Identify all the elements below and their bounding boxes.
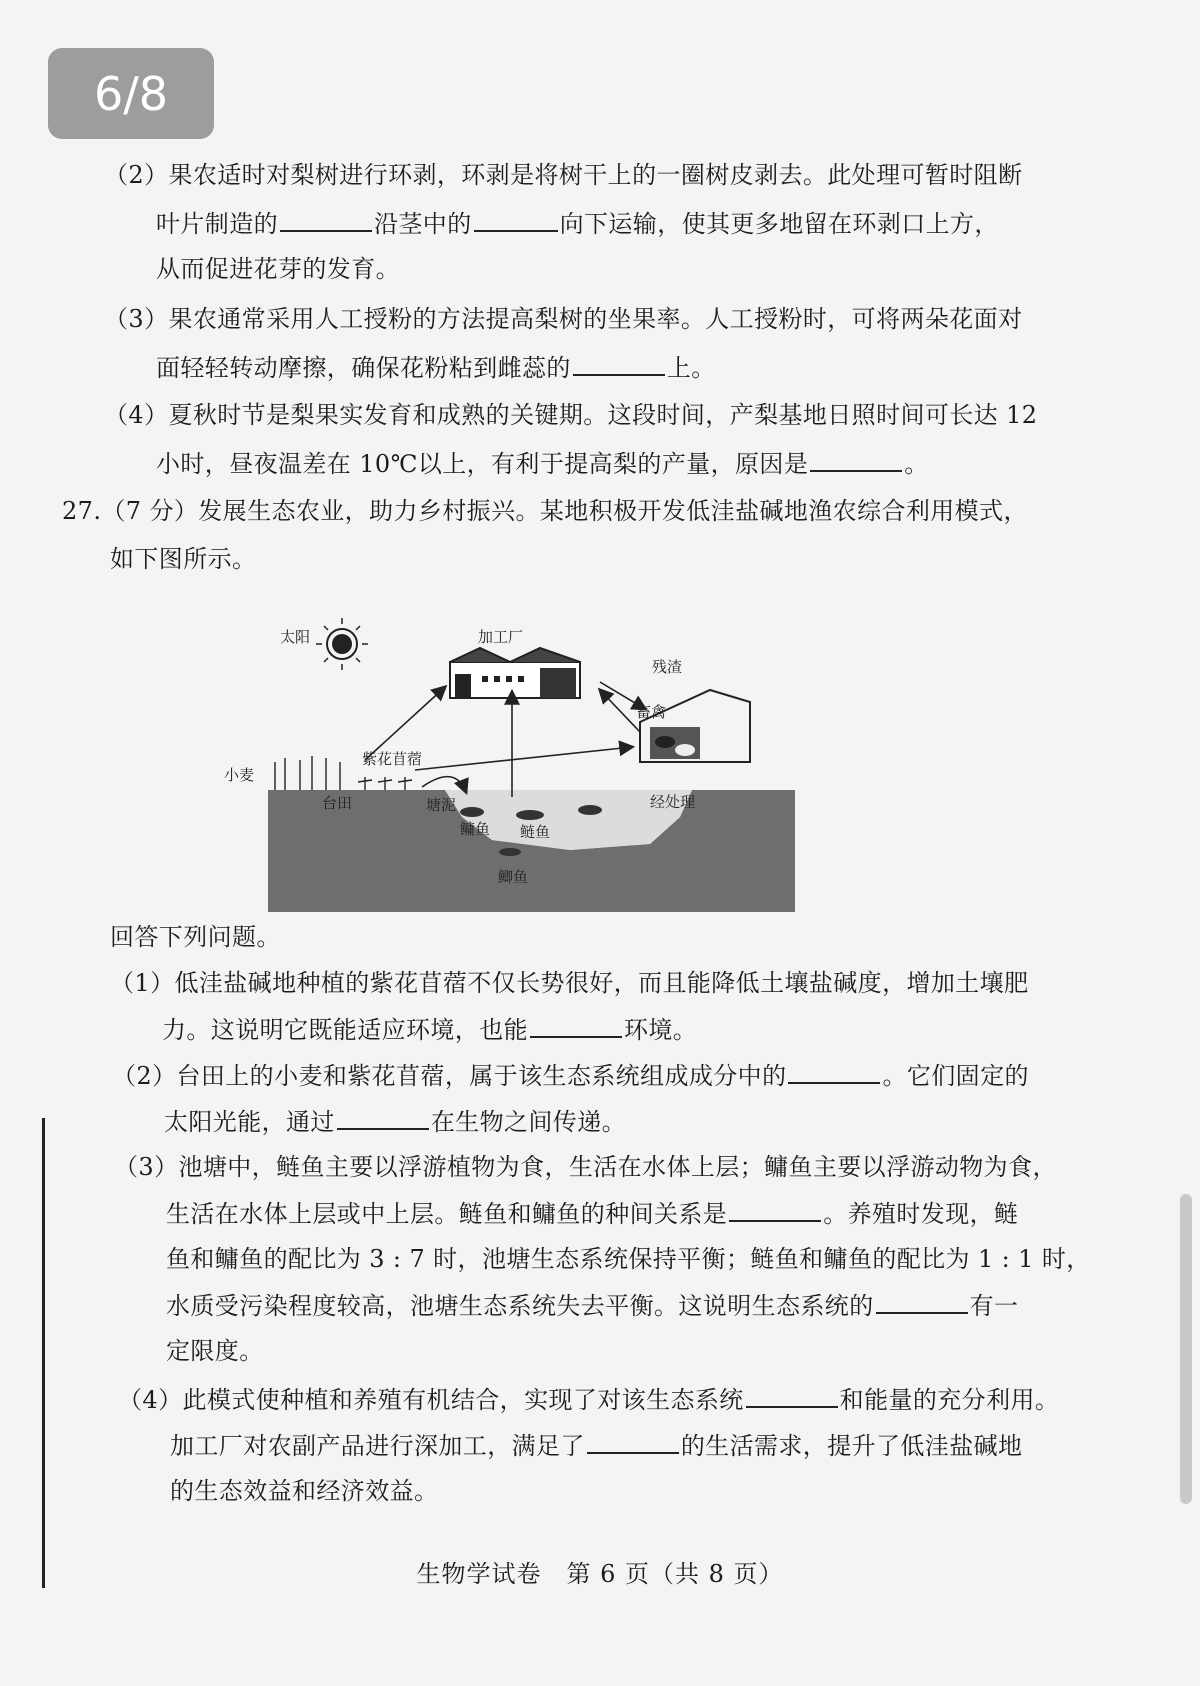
q27-part4-line2 — [170, 1430, 1022, 1461]
terrace-label: 台田 — [322, 794, 353, 812]
page-indicator-badge: 6/8 — [48, 48, 214, 139]
q26-part3-line2 — [156, 352, 716, 383]
answer-blank[interactable] — [530, 1014, 622, 1038]
text: 。 — [904, 450, 929, 478]
page-edge-shadow — [42, 1118, 45, 1588]
answer-blank[interactable] — [474, 208, 558, 232]
answer-blank[interactable] — [788, 1060, 880, 1084]
answer-blank[interactable] — [729, 1198, 821, 1222]
sun-label: 太阳 — [280, 628, 311, 646]
wheat-plants-icon — [275, 756, 340, 790]
q27-part2-line1 — [112, 1060, 1029, 1091]
text: 沿茎中的 — [374, 210, 472, 238]
text: 叶片制造的 — [156, 210, 278, 238]
eco-agriculture-diagram — [224, 612, 810, 917]
alfalfa-label: 紫花苜蓿 — [362, 750, 423, 768]
q27-part1-line1: （1）低洼盐碱地种植的紫花苜蓿不仅长势很好，而且能降低土壤盐碱度，增加土壤肥 — [110, 969, 1029, 997]
q27-part2-line2 — [164, 1106, 626, 1137]
text: 水质受污染程度较高，池塘生态系统失去平衡。这说明生态系统的 — [166, 1292, 874, 1320]
q26-part4-line2 — [156, 448, 929, 479]
q27-part3-line5: 定限度。 — [166, 1337, 264, 1365]
text: 生活在水体上层或中上层。鲢鱼和鳙鱼的种间关系是 — [166, 1200, 728, 1228]
factory-label: 加工厂 — [478, 628, 524, 646]
text: 上。 — [666, 354, 716, 382]
text: 加工厂对农副产品进行深加工，满足了 — [170, 1432, 585, 1460]
q26-part2-line3: 从而促进花芽的发育。 — [156, 255, 400, 283]
alfalfa-plants-icon — [358, 777, 412, 790]
silver-carp-label: 鲢鱼 — [520, 823, 551, 841]
livestock-label: 畜禽 — [636, 703, 667, 721]
text: （2）台田上的小麦和紫花苜蓿，属于该生态系统组成成分中的 — [112, 1062, 787, 1090]
answer-blank[interactable] — [337, 1106, 429, 1130]
q27-prompt: 回答下列问题。 — [110, 923, 281, 951]
q27-part3-line3: 鱼和鳙鱼的配比为 3 : 7 时，池塘生态系统保持平衡；鲢鱼和鳙鱼的配比为 1 : 1 时， — [166, 1245, 1091, 1273]
q27-part3-line2 — [166, 1198, 1018, 1229]
text: 。它们固定的 — [882, 1062, 1029, 1090]
crucian-carp-label: 鲫鱼 — [498, 868, 529, 886]
text: 有一 — [969, 1292, 1019, 1320]
q27-part1-line2 — [162, 1014, 697, 1045]
text: 在生物之间传递。 — [430, 1108, 627, 1136]
page-footer: 生物学试卷 第 6 页（共 8 页） — [416, 1560, 784, 1588]
text: 向下运输，使其更多地留在环剥口上方， — [559, 210, 999, 238]
text: 。养殖时发现，鲢 — [823, 1200, 1019, 1228]
answer-blank[interactable] — [587, 1430, 679, 1454]
q27-part4-line3: 的生态效益和经济效益。 — [170, 1477, 439, 1505]
scrollbar-thumb[interactable] — [1180, 1194, 1192, 1504]
q27-part3-line4 — [166, 1290, 1018, 1321]
bighead-carp-label: 鳙鱼 — [460, 820, 491, 838]
q26-part2-line1: （2）果农适时对梨树进行环剥，环剥是将树干上的一圈树皮剥去。此处理可暂时阻断 — [104, 161, 1023, 189]
answer-blank[interactable] — [746, 1384, 838, 1408]
answer-blank[interactable] — [573, 352, 665, 376]
q26-part4-line1: （4）夏秋时节是梨果实发育和成熟的关键期。这段时间，产梨基地日照时间可长达 12 — [104, 401, 1038, 429]
q27-intro-line2: 如下图所示。 — [110, 545, 257, 573]
flow-arrows — [365, 682, 645, 797]
text: 太阳光能，通过 — [164, 1108, 335, 1136]
q27-part4-line1 — [118, 1384, 1059, 1415]
text: 面轻轻转动摩擦，确保花粉粘到雌蕊的 — [156, 354, 571, 382]
answer-blank[interactable] — [876, 1290, 968, 1314]
text: （4）此模式使种植和养殖有机结合，实现了对该生态系统 — [118, 1386, 744, 1414]
pond-mud-label: 塘泥 — [426, 796, 457, 814]
text: 环境。 — [624, 1016, 698, 1044]
sun-icon — [316, 618, 368, 670]
text: 和能量的充分利用。 — [839, 1386, 1060, 1414]
text: 的生活需求，提升了低洼盐碱地 — [680, 1432, 1023, 1460]
q27-part3-line1: （3）池塘中，鲢鱼主要以浮游植物为食，生活在水体上层；鳙鱼主要以浮游动物为食， — [114, 1153, 1057, 1181]
livestock-barn-icon — [640, 690, 750, 762]
wheat-label: 小麦 — [224, 766, 255, 784]
answer-blank[interactable] — [810, 448, 902, 472]
text: 力。这说明它既能适应环境，也能 — [162, 1016, 528, 1044]
text: 小时，昼夜温差在 10℃以上，有利于提高梨的产量，原因是 — [156, 450, 809, 478]
q26-part2-line2 — [156, 208, 999, 239]
q27-intro-line1: 27.（7 分）发展生态农业，助力乡村振兴。某地积极开发低洼盐碱地渔农综合利用模式， — [62, 497, 1028, 525]
treated-label: 经处理 — [650, 793, 696, 811]
factory-icon — [450, 648, 580, 698]
answer-blank[interactable] — [280, 208, 372, 232]
q26-part3-line1: （3）果农通常采用人工授粉的方法提高梨树的坐果率。人工授粉时，可将两朵花面对 — [104, 305, 1023, 333]
residue-label: 残渣 — [652, 658, 683, 676]
